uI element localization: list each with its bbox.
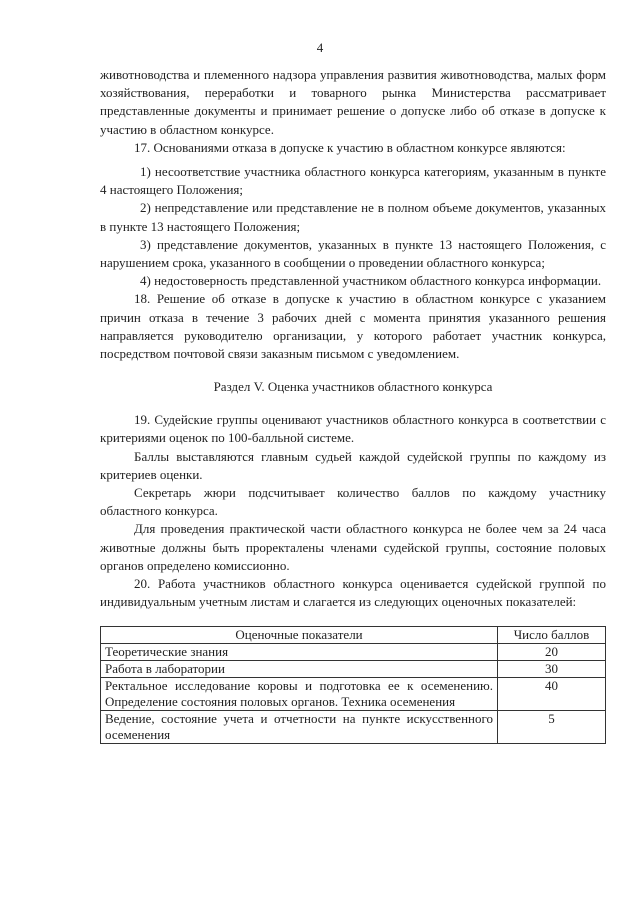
table-cell-indicator: Теоретические знания: [101, 644, 498, 661]
table-cell-points: 20: [498, 644, 606, 661]
table-cell-indicator: Работа в лаборатории: [101, 661, 498, 678]
table-row: [101, 644, 606, 661]
document-body: [100, 66, 606, 744]
table-header-row: [101, 627, 606, 644]
paragraph-18: 18. Решение об отказе в допуске к участию в областном конкурсе с указанием причин отказа в течение 3 рабочих дней с момента принятия указанного решения направляется руководителю организации, у которого работает участник конкурса, посредством почтовой связи заказным письмом с уведомлением.: [100, 291, 606, 362]
table-cell-points: 40: [498, 678, 606, 711]
list-item-4: 4) недостоверность представленной участником областного конкурса информации.: [140, 273, 602, 289]
paragraph-20: 20. Работа участников областного конкурса оценивается судейской группой по индивидуальным учетным листам и слагается из следующих оценочных показателей:: [100, 576, 606, 610]
table-row: [101, 711, 606, 744]
table-cell-points: 30: [498, 661, 606, 678]
table-header-points: Число баллов: [498, 627, 606, 644]
table-cell-indicator: Ведение, состояние учета и отчетности на пункте искусственного осеменения: [101, 711, 498, 744]
paragraph-scores: Баллы выставляются главным судьей каждой судейской группы по каждому из критериев оценки.: [100, 448, 606, 482]
scores-table: [100, 626, 606, 744]
paragraph-continuation: животноводства и племенного надзора управления развития животноводства, малых форм хозяйствования, переработки и товарного рынка Министерства рассматривает представленные документы и принимает решение о допуске либо об отказе в допуске к участию в областном конкурсе.: [100, 67, 606, 137]
paragraph-practical: Для проведения практической части областного конкурса не более чем за 24 часа животные должны быть проректалены членами судейской группы, состояние половых органов определено комиссионно.: [100, 521, 606, 573]
list-item-1: 1) несоответствие участника областного конкурса категориям, указанным в пункте 4 настоящего Положения;: [100, 164, 606, 198]
paragraph-19: 19. Судейские группы оценивают участников областного конкурса в соответствии с критериями оценок по 100-балльной системе.: [100, 412, 606, 446]
table-row: [101, 661, 606, 678]
page-number: 4: [316, 40, 324, 55]
list-item-2: 2) непредставление или представление не в полном объеме документов, указанных в пункте 13 настоящего Положения;: [100, 200, 606, 234]
list-item-3: 3) представление документов, указанных в пункте 13 настоящего Положения, с нарушением срока, указанного в сообщении о проведении областного конкурса;: [100, 236, 606, 271]
paragraph-17: 17. Основаниями отказа в допуске к участию в областном конкурсе являются:: [134, 139, 566, 155]
table-header-indicator: Оценочные показатели: [101, 627, 498, 644]
section-title: Раздел V. Оценка участников областного конкурса: [213, 379, 493, 395]
table-cell-points: 5: [498, 711, 606, 744]
table-row: [101, 678, 606, 711]
table-cell-indicator: Ректальное исследование коровы и подготовка ее к осеменению. Определение состояния половых органов. Техника осеменения: [101, 678, 498, 711]
paragraph-secretary: Секретарь жюри подсчитывает количество баллов по каждому участнику областного конкурса.: [100, 485, 606, 519]
